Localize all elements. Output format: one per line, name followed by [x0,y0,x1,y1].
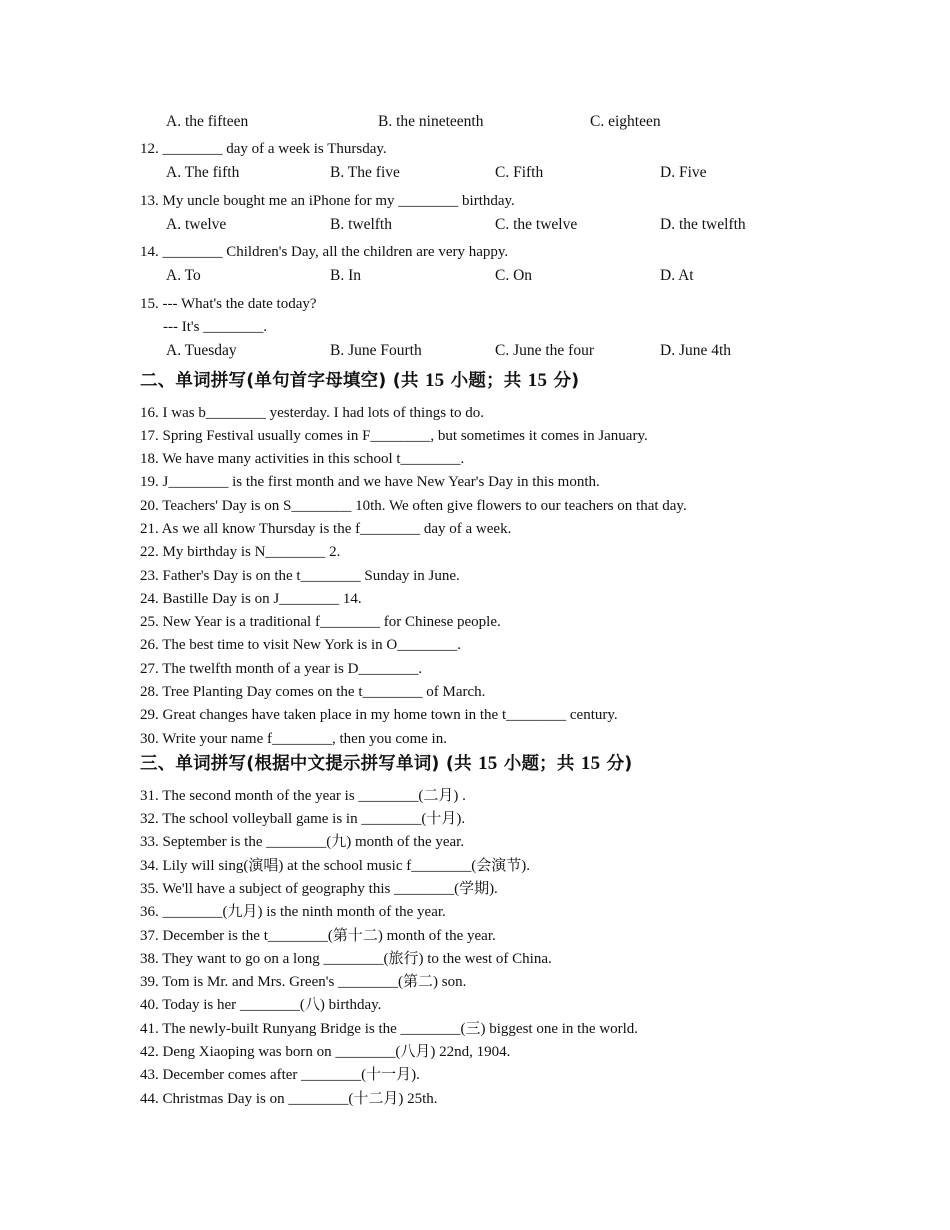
option-c: C. Fifth [495,164,544,181]
option-a: A. The fifth [166,164,240,181]
spelling-item: 39. Tom is Mr. and Mrs. Green's ________(第二) son. [140,974,467,990]
section-3-score: 15 [580,753,601,774]
fill-blank-item: 26. The best time to visit New York is in O________. [140,637,461,653]
section-2-score: 15 [527,370,548,391]
spelling-item: 38. They want to go on a long ________(旅行) to the west of China. [140,951,552,967]
fill-blank-item: 29. Great changes have taken place in my home town in the t________ century. [140,707,618,723]
fill-blank-item: 22. My birthday is N________ 2. [140,544,341,560]
option-d: D. the twelfth [660,216,746,233]
spelling-item: 35. We'll have a subject of geography this ________(学期). [140,881,498,897]
section-2-heading-pre: 二、单词拼写(单句首字母填空) (共 [140,371,425,391]
spelling-item: 43. December comes after ________(十一月). [140,1067,420,1083]
section-2-heading-mid: 小题；共 [444,371,528,391]
fill-blank-item: 25. New Year is a traditional f________ for Chinese people. [140,614,501,630]
q11-option-b: B. the nineteenth [378,113,484,130]
question-stem-reply: --- It's ________. [163,319,267,335]
q11-option-c: C. eighteen [590,113,661,130]
option-d: D. At [660,267,694,284]
section-3-heading-mid: 小题；共 [497,754,581,774]
section-3-heading-pre: 三、单词拼写(根据中文提示拼写单词) (共 [140,754,479,774]
spelling-item: 44. Christmas Day is on ________(十二月) 25th. [140,1091,438,1107]
fill-blank-item: 27. The twelfth month of a year is D________. [140,661,423,677]
option-b: B. June Fourth [330,342,422,359]
spelling-item: 40. Today is her ________(八) birthday. [140,997,382,1013]
fill-blank-item: 18. We have many activities in this school t________. [140,451,465,467]
option-b: B. In [330,267,361,284]
section-3-heading [140,753,632,775]
spelling-item: 31. The second month of the year is ________(二月) . [140,788,466,804]
spelling-item: 42. Deng Xiaoping was born on ________(八月) 22nd, 1904. [140,1044,511,1060]
option-c: C. June the four [495,342,595,359]
spelling-item: 33. September is the ________(九) month of the year. [140,834,465,850]
section-2-question-count: 15 [424,370,445,391]
section-3-heading-post: 分) [600,754,633,774]
option-c: C. On [495,267,533,284]
fill-blank-item: 16. I was b________ yesterday. I had lots of things to do. [140,405,484,421]
section-3-question-count: 15 [478,753,498,774]
fill-blank-item: 20. Teachers' Day is on S________ 10th. We often give flowers to our teachers on that day. [140,498,687,514]
spelling-item: 34. Lily will sing(演唱) at the school music f________(会演节). [140,858,530,874]
fill-blank-item: 21. As we all know Thursday is the f________ day of a week. [140,521,512,537]
fill-blank-item: 17. Spring Festival usually comes in F________, but sometimes it comes in January. [140,428,648,444]
option-d: D. Five [660,164,707,181]
option-c: C. the twelve [495,216,578,233]
option-a: A. Tuesday [166,342,237,359]
option-b: B. The five [330,164,400,181]
spelling-item: 32. The school volleyball game is in ________(十月). [140,811,466,827]
spelling-item: 36. ________(九月) is the ninth month of the year. [140,904,446,920]
spelling-item: 41. The newly-built Runyang Bridge is the ________(三) biggest one in the world. [140,1021,638,1037]
fill-blank-item: 24. Bastille Day is on J________ 14. [140,591,362,607]
fill-blank-item: 30. Write your name f________, then you come in. [140,731,447,747]
option-a: A. twelve [166,216,227,233]
section-2-heading-post: 分) [547,371,580,391]
question-stem: 12. ________ day of a week is Thursday. [140,141,387,157]
fill-blank-item: 23. Father's Day is on the t________ Sunday in June. [140,568,460,584]
option-d: D. June 4th [660,342,732,359]
section-2-heading [140,370,579,392]
q11-option-a: A. the fifteen [166,113,249,130]
option-a: A. To [166,267,201,284]
question-stem: 15. --- What's the date today? [140,296,317,312]
option-b: B. twelfth [330,216,392,233]
fill-blank-item: 28. Tree Planting Day comes on the t________ of March. [140,684,486,700]
spelling-item: 37. December is the t________(第十二) month of the year. [140,928,496,944]
question-stem: 14. ________ Children's Day, all the children are very happy. [140,244,509,260]
question-stem: 13. My uncle bought me an iPhone for my ________ birthday. [140,193,515,209]
fill-blank-item: 19. J________ is the first month and we have New Year's Day in this month. [140,474,600,490]
